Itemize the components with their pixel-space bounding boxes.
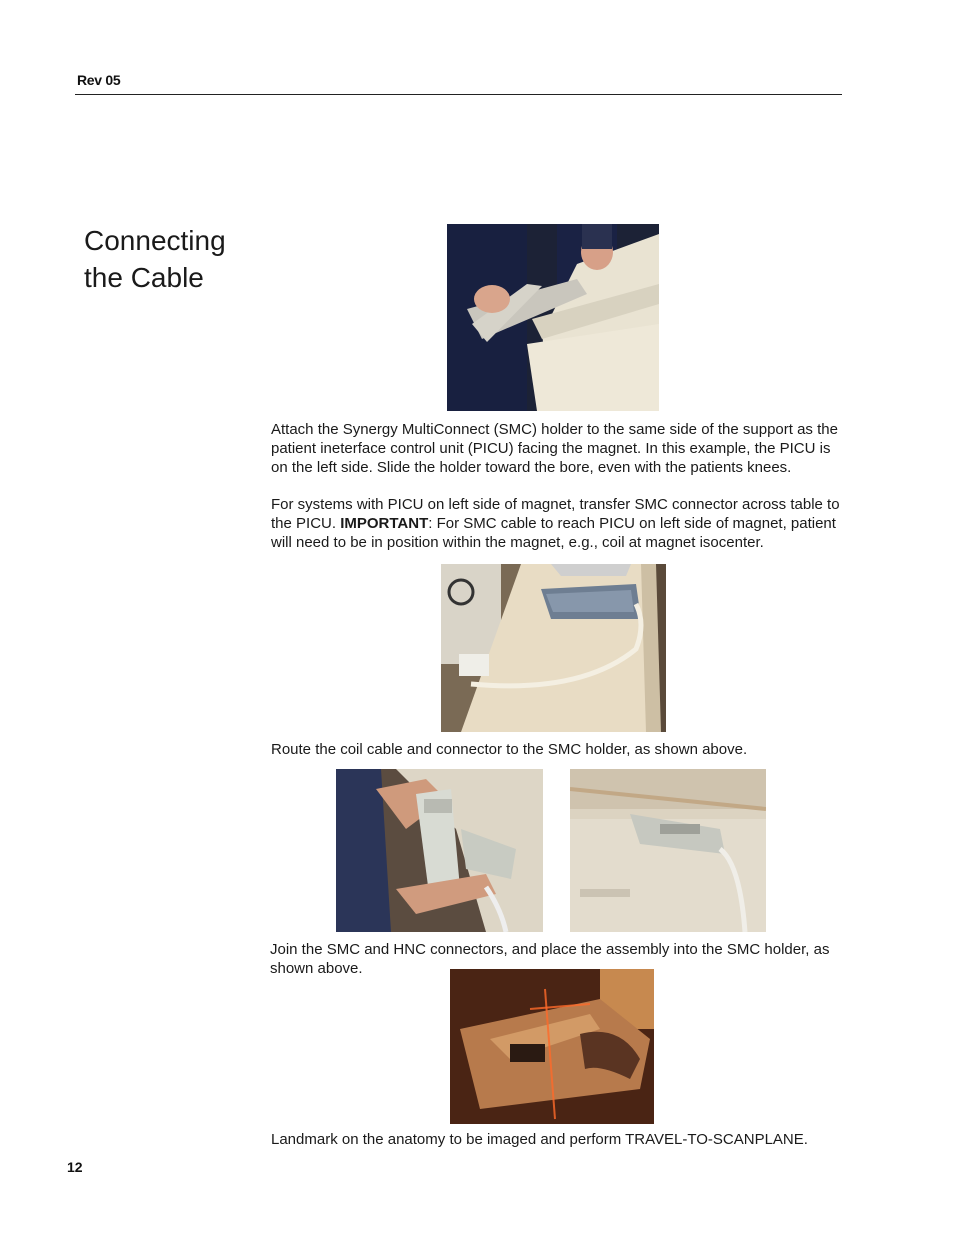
- paragraph-transfer-note: : For SMC cable to reach PICU on left side of magnet, patient will need to be in position within the magnet, e.g., coil at magnet isocenter.: [271, 515, 836, 551]
- section-title-line2: the Cable: [84, 262, 204, 293]
- revision-label: Rev 05: [77, 72, 121, 88]
- paragraph-transfer-connector: [271, 495, 845, 552]
- header-rule: [75, 94, 842, 95]
- photo-connector-in-holder: [570, 769, 766, 932]
- paragraph-route-cable: Route the coil cable and connector to the SMC holder, as shown above.: [271, 741, 748, 758]
- photo-join-connectors: [336, 769, 543, 932]
- photo-landmark: [450, 969, 654, 1124]
- important-label: IMPORTANT: [340, 515, 429, 532]
- page-number: 12: [67, 1159, 83, 1175]
- photo-smc-holder-attach: [447, 224, 659, 411]
- paragraph-transfer-text: For systems with PICU on left side of magnet, transfer SMC connector across table to the PICU.: [271, 496, 840, 532]
- paragraph-join-connectors: Join the SMC and HNC connectors, and place the assembly into the SMC holder, as shown above.: [270, 941, 830, 977]
- paragraph-landmark: Landmark on the anatomy to be imaged and perform TRAVEL-TO-SCANPLANE.: [271, 1131, 808, 1148]
- photo-cable-route: [441, 564, 666, 732]
- section-title: [84, 222, 284, 296]
- paragraph-attach-holder: Attach the Synergy MultiConnect (SMC) holder to the same side of the support as the patient ineterface control unit (PICU) facing the magnet. In this example, the PICU is on the left side. Slide the holder toward the bore, even with the patients knees.: [271, 421, 838, 476]
- section-title-line1: Connecting: [84, 225, 226, 256]
